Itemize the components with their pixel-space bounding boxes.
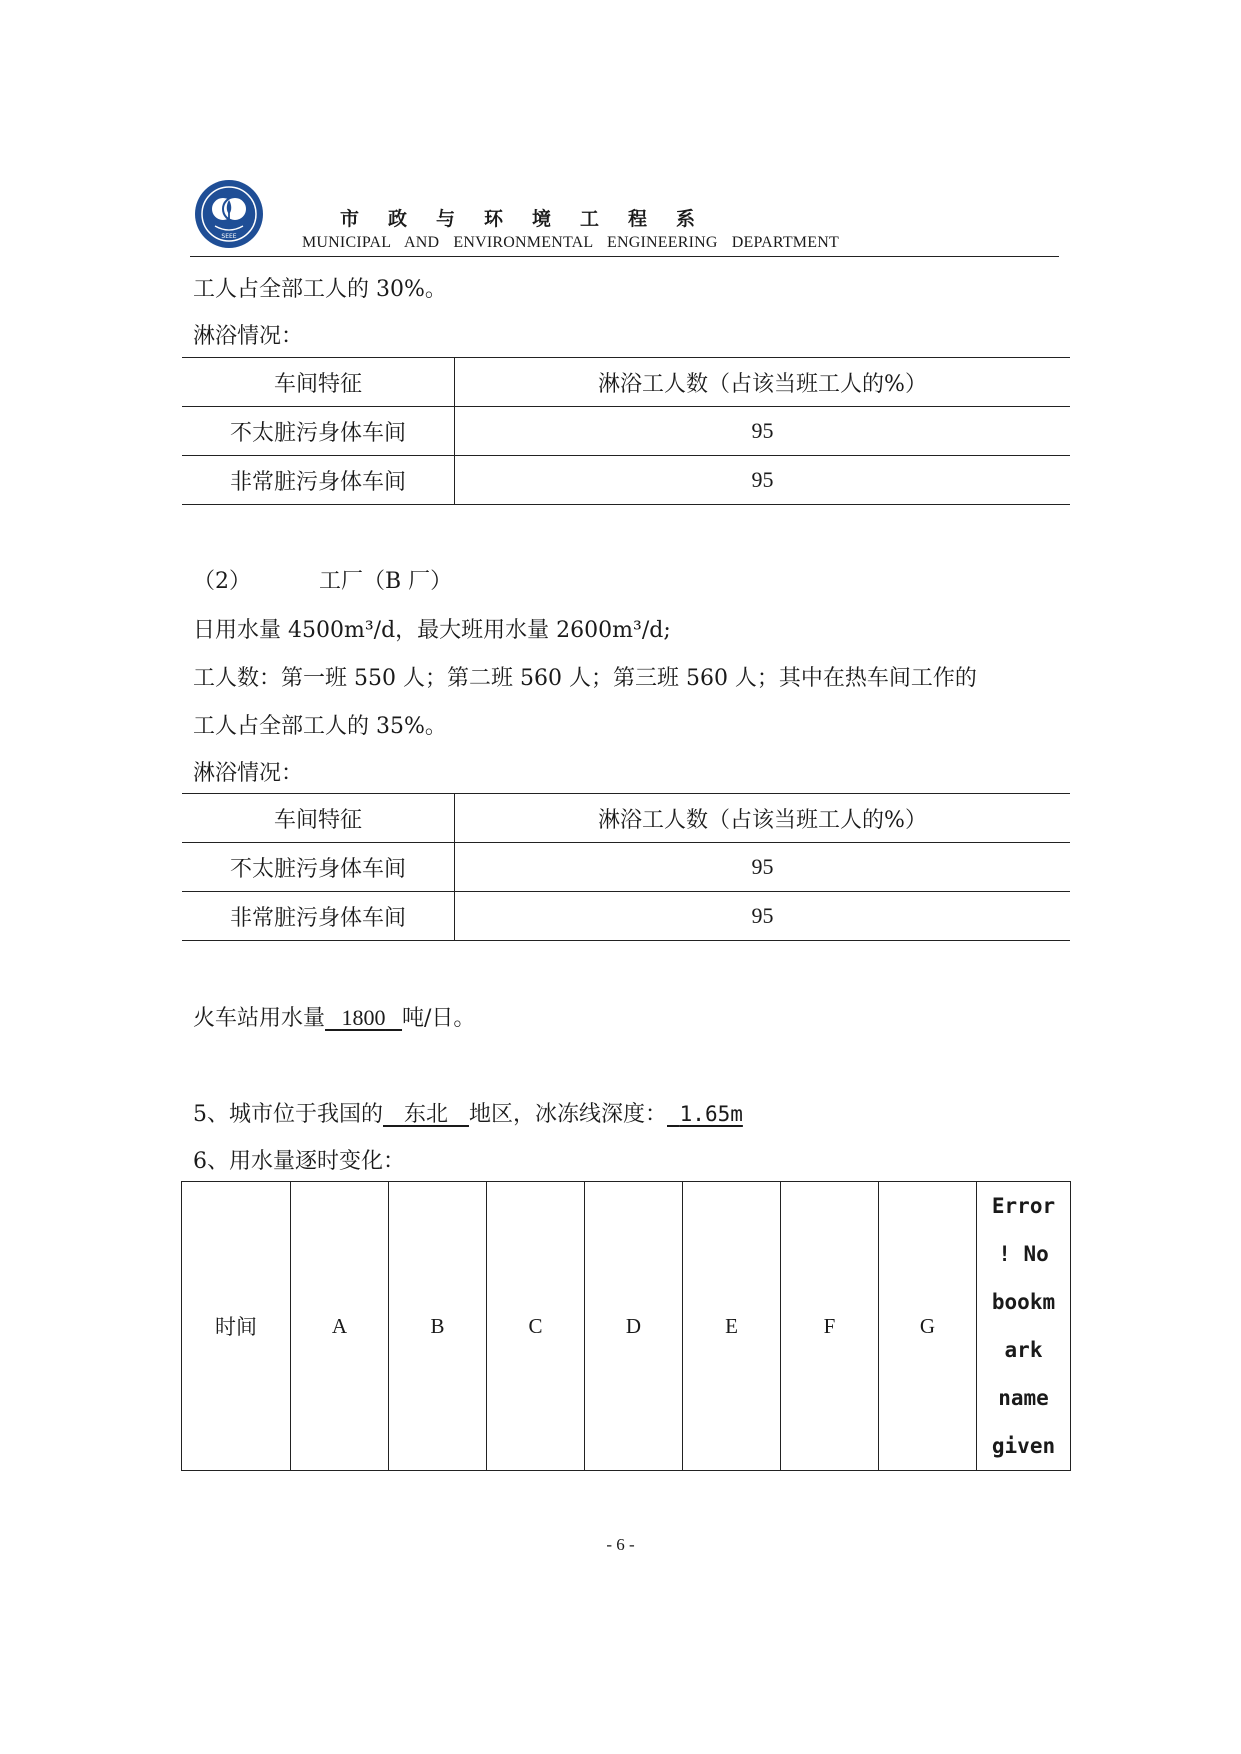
table-cell: 非常脏污身体车间 — [182, 892, 455, 941]
table-cell: 不太脏污身体车间 — [182, 843, 455, 892]
table-row — [182, 407, 1070, 456]
table-cell: 95 — [455, 407, 1071, 456]
table-header-cell: 车间特征 — [182, 794, 455, 843]
table-cell: 95 — [455, 892, 1071, 941]
table-row — [182, 892, 1070, 941]
q5-middle: 地区，冰冻线深度： — [468, 1102, 667, 1127]
factory-b-name: 工厂（B 厂） — [319, 569, 453, 594]
table-cell: B — [389, 1182, 487, 1471]
table-cell: C — [487, 1182, 585, 1471]
error-line: ! No — [998, 1242, 1049, 1266]
factory-b-hot-ratio: 工人占全部工人的 35%。 — [193, 714, 447, 739]
shower-label-a: 淋浴情况： — [193, 324, 304, 349]
table-row — [182, 456, 1070, 505]
shower-table-a — [182, 357, 1070, 505]
page-number: - 6 - — [606, 1535, 635, 1554]
question-5 — [193, 1101, 743, 1128]
table-cell: 非常脏污身体车间 — [182, 456, 455, 505]
error-line: Error — [991, 1194, 1056, 1218]
station-value-text: 1800 — [341, 1005, 386, 1030]
bookmark-error-cell — [977, 1182, 1071, 1471]
worker-ratio-a: 工人占全部工人的 30%。 — [193, 277, 447, 302]
table-row — [182, 1182, 1071, 1471]
table-cell: A — [291, 1182, 389, 1471]
q5-region — [383, 1102, 469, 1127]
department-name-en: MUNICIPAL AND ENVIRONMENTAL ENGINEERING DEPARTMENT — [302, 234, 839, 251]
q5-depth-text: 1.65m — [679, 1102, 743, 1126]
table-cell: 时间 — [182, 1182, 291, 1471]
q5-prefix: 5、城市位于我国的 — [193, 1102, 383, 1127]
table-header-row — [182, 358, 1070, 407]
shower-label-b: 淋浴情况： — [193, 761, 304, 786]
station-water-line — [193, 1005, 475, 1032]
table-header-cell: 淋浴工人数（占该当班工人的%） — [455, 358, 1071, 407]
logo-text: SEEE — [221, 233, 237, 240]
factory-b-water: 日用水量 4500m³/d，最大班用水量 2600m³/d; — [193, 618, 671, 643]
table-cell: 95 — [455, 843, 1071, 892]
table-cell: E — [683, 1182, 781, 1471]
table-cell: F — [781, 1182, 879, 1471]
factory-b-workers: 工人数：第一班 550 人；第二班 560 人；第三班 560 人；其中在热车间工作的 — [193, 666, 977, 691]
shower-table-b — [182, 793, 1070, 941]
department-name-cn: 市政与环境工程系 — [340, 208, 725, 230]
table-cell: 95 — [455, 456, 1071, 505]
table-cell: G — [879, 1182, 977, 1471]
error-line: bookm — [991, 1290, 1056, 1314]
table-header-cell: 车间特征 — [182, 358, 455, 407]
hourly-water-table — [181, 1181, 1071, 1471]
q5-region-text: 东北 — [403, 1102, 448, 1127]
factory-b-title — [193, 569, 452, 595]
station-unit: 吨/日。 — [402, 1006, 476, 1031]
table-row — [182, 843, 1070, 892]
table-header-row — [182, 794, 1070, 843]
table-cell: D — [585, 1182, 683, 1471]
error-line: name — [998, 1386, 1049, 1410]
header-rule — [190, 256, 1059, 257]
q5-depth — [667, 1102, 743, 1126]
table-header-cell: 淋浴工人数（占该当班工人的%） — [455, 794, 1071, 843]
error-line: given — [991, 1434, 1056, 1458]
error-line: ark — [1004, 1338, 1043, 1362]
station-label: 火车站用水量 — [193, 1006, 326, 1031]
department-logo — [193, 178, 265, 250]
table-cell: 不太脏污身体车间 — [182, 407, 455, 456]
factory-b-number: （2） — [193, 569, 251, 594]
station-value — [325, 1005, 402, 1030]
question-6: 6、用水量逐时变化： — [193, 1149, 405, 1174]
